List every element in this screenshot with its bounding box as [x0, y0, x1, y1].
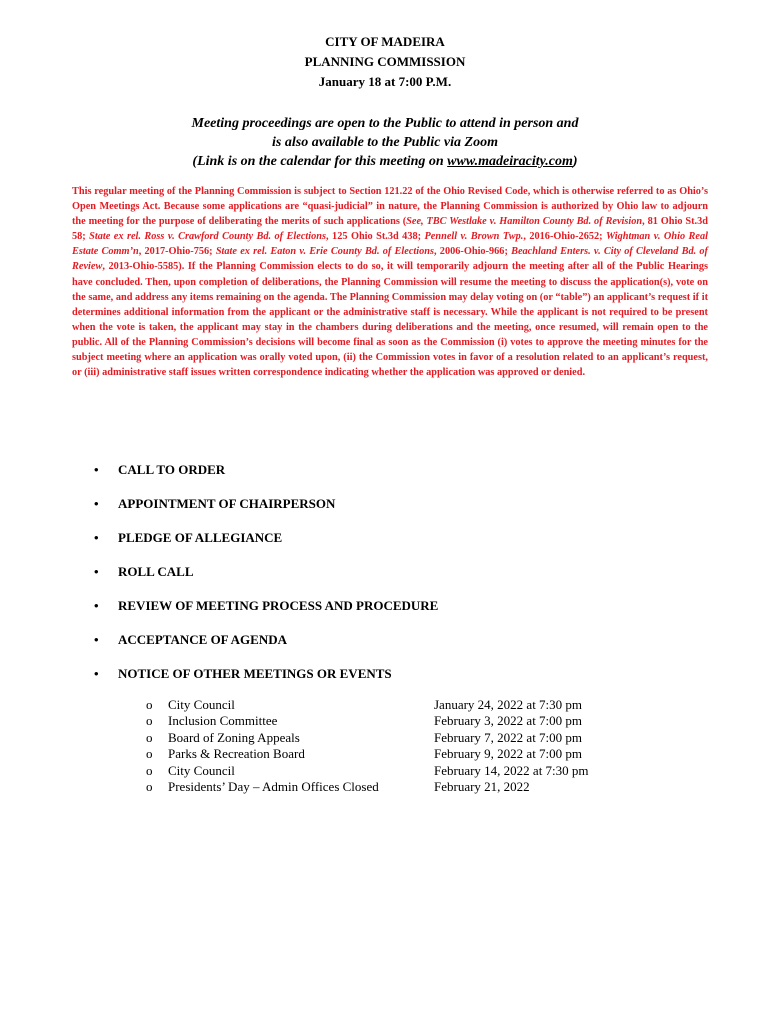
agenda-item-label: NOTICE OF OTHER MEETINGS OR EVENTS — [118, 666, 392, 681]
agenda-item-roll-call — [0, 562, 770, 596]
event-name: Presidents’ Day – Admin Offices Closed — [168, 778, 379, 794]
agenda-item-label: ACCEPTANCE OF AGENDA — [118, 632, 288, 647]
agenda-item-label: ROLL CALL — [118, 564, 194, 579]
event-name: Board of Zoning Appeals — [168, 729, 300, 745]
event-row — [0, 779, 770, 795]
legal-text-3: , 125 Ohio St.3d 438; — [326, 231, 425, 243]
event-name: City Council — [168, 697, 235, 712]
agenda-item-pledge-of-allegiance — [0, 528, 770, 562]
legal-text-6: , 2006-Ohio-966; — [434, 246, 512, 258]
event-name: Inclusion Committee — [168, 713, 278, 729]
case-citation-6: Beachland Enters. v. City of Cleveland Bd. of Review — [72, 246, 708, 273]
agenda-item-label: PLEDGE OF ALLEGIANCE — [118, 530, 283, 545]
notice-line-3 — [0, 152, 770, 171]
bullet-icon: • — [94, 632, 99, 647]
bullet-icon: • — [94, 598, 99, 613]
website-link[interactable]: www.madeiracity.com — [447, 154, 573, 169]
circle-bullet-icon: o — [146, 713, 153, 729]
event-date: February 21, 2022 — [434, 778, 530, 794]
event-row — [0, 713, 770, 729]
bullet-icon: • — [94, 564, 99, 579]
agenda-item-review-of-process — [0, 596, 770, 630]
bullet-icon: • — [94, 462, 99, 477]
circle-bullet-icon: o — [146, 729, 153, 745]
meeting-header — [0, 32, 770, 92]
agenda-item-label: REVIEW OF MEETING PROCESS AND PROCEDURE — [118, 598, 439, 613]
legal-text-1: This regular meeting of the Planning Commission is subject to Section 121.22 of the Ohio Revised Code, which is otherwise referred to as Ohio’s Open Meetings Act. Because some applications are “quasi-judicial” in nature, the Planning Commission is authorized by Ohio law to adjourn the meeting for the purpose of deliberating the merits of such applications ( — [72, 186, 708, 228]
case-citation-5: State ex rel. Eaton v. Erie County Bd. of Elections — [215, 246, 435, 258]
notice-line-1: Meeting proceedings are open to the Public to attend in person and — [191, 116, 579, 131]
event-date: January 24, 2022 at 7:30 pm — [434, 697, 583, 712]
case-citation-3: Pennell v. Brown Twp. — [424, 231, 524, 243]
agenda-item-call-to-order — [0, 460, 770, 494]
agenda-list — [0, 460, 770, 698]
event-name: Parks & Recreation Board — [168, 746, 305, 762]
agenda-item-notice-of-other-meetings — [0, 664, 770, 698]
bullet-icon: • — [94, 666, 99, 681]
legal-text-4: , 2016-Ohio-2652; — [523, 231, 607, 243]
legal-text-2: , 81 Ohio St.3d 58; — [72, 216, 708, 243]
case-citation-2: State ex rel. Ross v. Crawford County Bd. of Elections — [89, 231, 327, 243]
events-list — [0, 697, 770, 795]
event-date: February 7, 2022 at 7:00 pm — [434, 729, 583, 745]
agenda-item-label: CALL TO ORDER — [118, 462, 226, 477]
bullet-icon: • — [94, 530, 99, 545]
circle-bullet-icon: o — [146, 697, 153, 712]
circle-bullet-icon: o — [146, 746, 153, 762]
event-row — [0, 763, 770, 779]
legal-text-5: , 2017-Ohio-756; — [138, 246, 216, 258]
event-date: February 14, 2022 at 7:30 pm — [434, 762, 589, 778]
public-access-notice — [0, 114, 770, 171]
notice-line-3-prefix: (Link is on the calendar for this meeting on — [192, 154, 448, 169]
agenda-item-label: APPOINTMENT OF CHAIRPERSON — [118, 496, 336, 511]
agenda-item-appointment-of-chairperson — [0, 494, 770, 528]
circle-bullet-icon: o — [146, 778, 153, 794]
event-row — [0, 697, 770, 713]
event-date: February 3, 2022 at 7:00 pm — [434, 713, 583, 729]
event-date: February 9, 2022 at 7:00 pm — [434, 746, 583, 762]
bullet-icon: • — [94, 496, 99, 511]
event-row — [0, 746, 770, 762]
legal-disclaimer — [72, 184, 708, 380]
notice-line-2: is also available to the Public via Zoom — [272, 135, 498, 150]
case-citation-1: See, TBC Westlake v. Hamilton County Bd. of Revision — [406, 216, 643, 228]
circle-bullet-icon: o — [146, 762, 153, 778]
city-name: CITY OF MADEIRA — [325, 34, 445, 49]
agenda-item-acceptance-of-agenda — [0, 630, 770, 664]
case-citation-4: Wightman v. Ohio Real Estate Comm’n — [72, 231, 708, 258]
event-name: City Council — [168, 762, 235, 778]
commission-name: PLANNING COMMISSION — [304, 54, 466, 69]
event-row — [0, 730, 770, 746]
legal-text-7: , 2013-Ohio-5585). If the Planning Commission elects to do so, it will temporarily adjourn the meeting after all of the Public Hearings have concluded. Then, upon completion of deliberations, the Planning Commission will resume the meeting to discuss the application(s), vote on the same, and address any items remaining on the agenda. The Planning Commission may delay voting on (or “table”) an applicant’s request if it determines additional information from the applicant or the administrative staff is necessary. While the applicant is not required to be present when the vote is taken, the applicant may stay in the chambers during deliberations and the meeting, once resumed, will remain open to the public. All of the Planning Commission’s decisions will become final as soon as the Commission (i) votes to approve the meeting minutes for the subject meeting where an application was orally voted upon, (ii) the Commission votes in favor of a resolution related to an applicant’s request, or (iii) administrative staff issues written correspondence indicating whether the application was approved or denied. — [72, 261, 708, 379]
notice-line-3-suffix: ) — [572, 154, 578, 169]
meeting-date: January 18 at 7:00 P.M. — [318, 74, 452, 89]
